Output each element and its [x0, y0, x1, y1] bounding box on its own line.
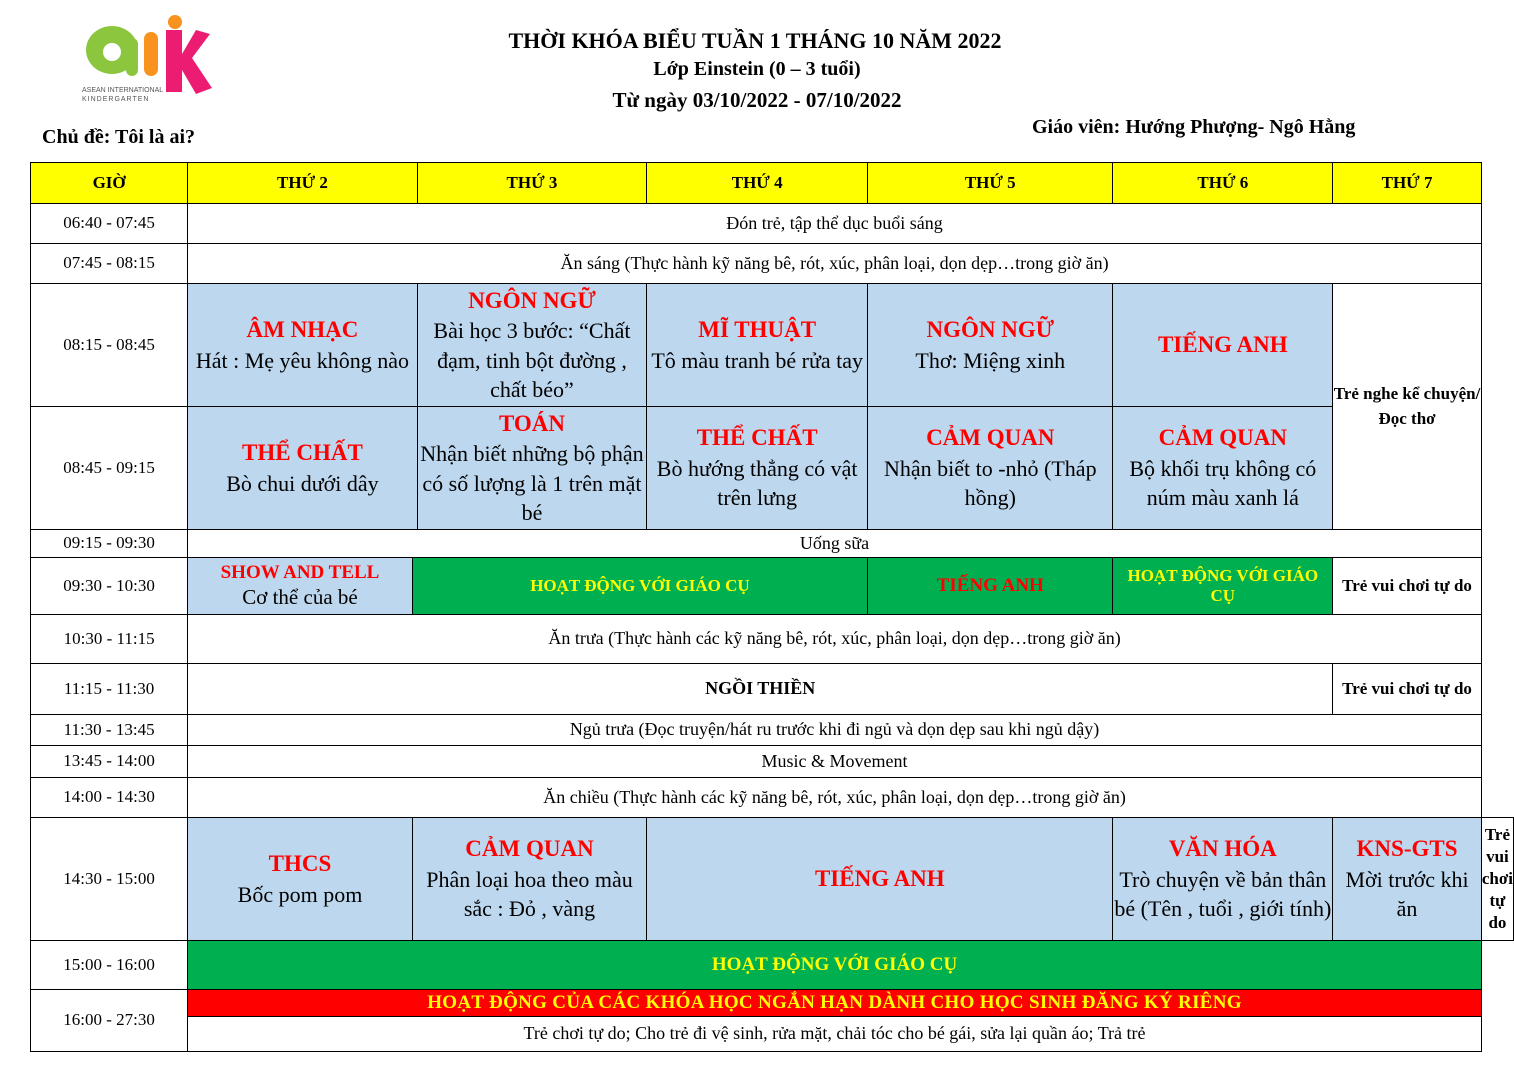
montessori-activity-cell: HOẠT ĐỘNG VỚI GIÁO CỤ: [412, 558, 867, 615]
header-fri: THỨ 6: [1113, 163, 1333, 204]
lesson-desc: Tô màu tranh bé rửa tay: [651, 347, 864, 373]
activity-cell: Trẻ chơi tự do; Cho trẻ đi vệ sinh, rửa mặt, chải tóc cho bé gái, sửa lại quần áo; Trả trẻ: [188, 1017, 1482, 1052]
saturday-story-cell: Trẻ nghe kể chuyện/Đọc thơ: [1333, 284, 1482, 530]
header-mon: THỨ 2: [188, 163, 418, 204]
teachers-label: Giáo viên: Hướng Phượng- Ngô Hằng: [1032, 116, 1356, 138]
lesson-cell: [417, 284, 647, 407]
lesson-desc: Bộ khối trụ không có núm màu xanh lá: [1129, 456, 1317, 511]
lesson-subject: ÂM NHẠC: [246, 317, 359, 343]
lesson-subject: THỂ CHẤT: [242, 440, 363, 466]
time-cell: 09:30 - 10:30: [31, 558, 188, 615]
lesson-subject: NGÔN NGỮ: [468, 287, 596, 313]
lesson-subject: NGÔN NGỮ: [926, 317, 1055, 343]
lesson-desc: Thơ: Miệng xinh: [915, 347, 1066, 373]
lesson-cell: [647, 818, 1113, 941]
montessori-activity-cell: HOẠT ĐỘNG VỚI GIÁO CỤ: [1113, 558, 1333, 615]
activity-cell: Ăn trưa (Thực hành các kỹ năng bê, rót, xúc, phân loại, dọn dẹp…trong giờ ăn): [188, 615, 1482, 664]
lesson-cell: [417, 407, 647, 530]
lesson-desc: Cơ thể của bé: [242, 584, 358, 609]
class-line: Lớp Einstein (0 – 3 tuổi): [653, 58, 861, 80]
schedule-table: [30, 162, 1514, 1052]
lesson-desc: Hát : Mẹ yêu không nào: [195, 347, 410, 373]
lesson-cell: [188, 407, 418, 530]
time-cell: 14:00 - 14:30: [31, 778, 188, 818]
free-play-cell: Trẻ vui chơi tự do: [1333, 664, 1482, 715]
show-and-tell-cell: [188, 558, 413, 615]
lesson-desc: Trò chuyện về bản thân bé (Tên , tuổi , giới tính): [1114, 867, 1332, 922]
time-cell: 14:30 - 15:00: [31, 818, 188, 941]
header-time: GIỜ: [31, 163, 188, 204]
lesson-subject: MĨ THUẬT: [698, 317, 817, 343]
time-cell: 11:30 - 13:45: [31, 715, 188, 746]
activity-cell: Ăn sáng (Thực hành kỹ năng bê, rót, xúc, phân loại, dọn dẹp…trong giờ ăn): [188, 244, 1482, 284]
lesson-subject: THCS: [268, 851, 332, 877]
lesson-desc: Bò chui dưới dây: [226, 470, 379, 496]
topic-label: Chủ đề: Tôi là ai?: [42, 126, 195, 148]
lesson-cell: [868, 284, 1113, 407]
lesson-desc: Nhận biết to -nhỏ (Tháp hồng): [883, 456, 1097, 511]
logo-tagline: ASEAN INTERNATIONAL: [82, 87, 164, 94]
time-cell: 13:45 - 14:00: [31, 746, 188, 778]
time-cell: 08:15 - 08:45: [31, 284, 188, 407]
lesson-subject: THỂ CHẤT: [696, 425, 818, 451]
lesson-cell: [188, 818, 413, 941]
lesson-desc: Bài học 3 bước: “Chất đạm, tinh bột đường , chất béo”: [433, 318, 631, 402]
lesson-cell: [1113, 284, 1333, 407]
lesson-subject: KNS-GTS: [1356, 836, 1458, 862]
time-cell: 11:15 - 11:30: [31, 664, 188, 715]
lesson-subject: TOÁN: [498, 410, 565, 436]
activity-cell: Music & Movement: [188, 746, 1482, 778]
header-thu: THỨ 5: [868, 163, 1113, 204]
lesson-subject: CẢM QUAN: [1158, 425, 1288, 451]
svg-text:KINDERGARTEN: KINDERGARTEN: [82, 96, 150, 103]
time-cell: 08:45 - 09:15: [31, 407, 188, 530]
lesson-subject: CẢM QUAN: [465, 836, 594, 862]
lesson-subject: VĂN HÓA: [1168, 836, 1277, 862]
lesson-subject: SHOW AND TELL: [220, 562, 380, 583]
time-cell: 10:30 - 11:15: [31, 615, 188, 664]
lesson-cell: [412, 818, 646, 941]
lesson-cell: [188, 284, 418, 407]
lesson-cell: [1113, 407, 1333, 530]
schedule-title: THỜI KHÓA BIỂU TUẦN 1 THÁNG 10 NĂM 2022: [508, 28, 1002, 53]
lesson-desc: Bò hướng thẳng có vật trên lưng: [656, 456, 858, 511]
time-cell: 16:00 - 27:30: [31, 990, 188, 1052]
header-sat: THỨ 7: [1333, 163, 1482, 204]
lesson-subject: TIẾNG ANH: [814, 865, 945, 891]
lesson-cell: [1113, 818, 1333, 941]
activity-cell: Ngủ trưa (Đọc truyện/hát ru trước khi đi ngủ và dọn dẹp sau khi ngủ dậy): [188, 715, 1482, 746]
free-play-cell: Trẻ vui chơi tự do: [1481, 818, 1513, 941]
lesson-desc: Bốc pom pom: [237, 881, 363, 907]
lesson-desc: Mời trước khi ăn: [1345, 867, 1469, 922]
lesson-cell: [868, 407, 1113, 530]
lesson-subject: CẢM QUAN: [926, 425, 1055, 451]
lesson-cell: [647, 284, 868, 407]
activity-cell: Uống sữa: [188, 530, 1482, 558]
lesson-subject: TIẾNG ANH: [1157, 331, 1288, 357]
activity-cell: Ăn chiều (Thực hành các kỹ năng bê, rót, xúc, phân loại, dọn dẹp…trong giờ ăn): [188, 778, 1482, 818]
time-cell: 15:00 - 16:00: [31, 941, 188, 990]
lesson-desc: Phân loại hoa theo màu sắc : Đỏ , vàng: [426, 867, 633, 922]
montessori-activity-cell: HOẠT ĐỘNG VỚI GIÁO CỤ: [188, 941, 1482, 990]
free-play-cell: Trẻ vui chơi tự do: [1333, 558, 1482, 615]
short-course-banner: HOẠT ĐỘNG CỦA CÁC KHÓA HỌC NGẮN HẠN DÀNH CHO HỌC SINH ĐĂNG KÝ RIÊNG: [188, 990, 1482, 1017]
time-cell: 09:15 - 09:30: [31, 530, 188, 558]
header-wed: THỨ 4: [647, 163, 868, 204]
lesson-desc: Nhận biết những bộ phận có số lượng là 1 trên mặt bé: [420, 441, 644, 525]
header-tue: THỨ 3: [417, 163, 647, 204]
lesson-cell: [1333, 818, 1482, 941]
meditation-cell: NGỒI THIỀN: [188, 664, 1333, 715]
activity-cell: Đón trẻ, tập thể dục buổi sáng: [188, 204, 1482, 244]
time-cell: 07:45 - 08:15: [31, 244, 188, 284]
lesson-cell: [647, 407, 868, 530]
date-range: Từ ngày 03/10/2022 - 07/10/2022: [612, 88, 902, 112]
time-cell: 06:40 - 07:45: [31, 204, 188, 244]
english-cell: TIẾNG ANH: [868, 558, 1113, 615]
